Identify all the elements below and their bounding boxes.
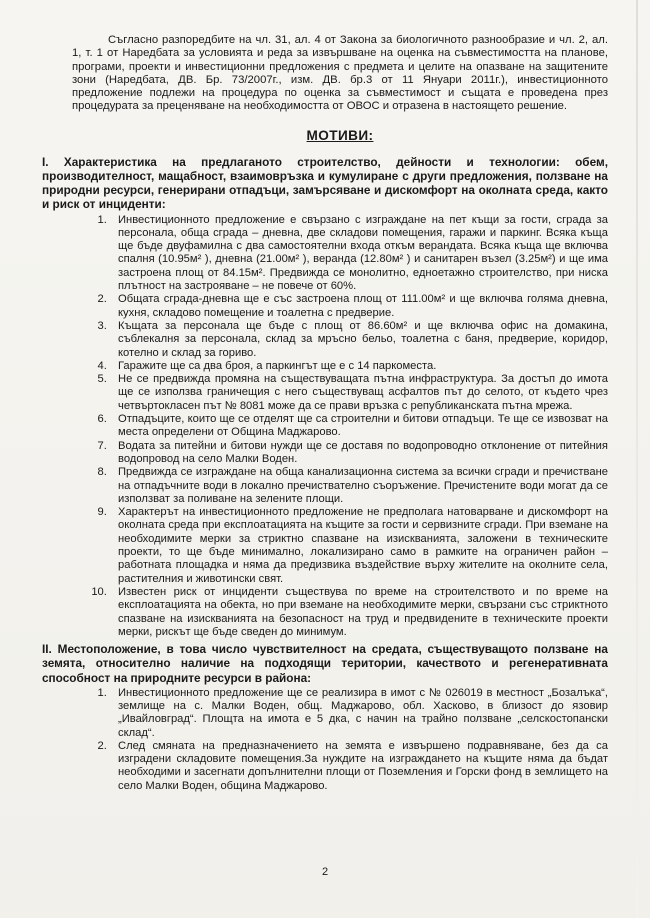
list-item: 2. След смяната на предназначението на земята е извършено подравняване, без да са изградени складовите помещения.За нуждите на изграждането на къщите няма да бъдат необходими и засегнати допълнителни площи от Поземления и Горски фонд в землището на село Малки Воден, община Маджарово. (110, 740, 608, 793)
intro-paragraph: Съгласно разпоредбите на чл. 31, ал. 4 от Закона за биологичното разнообразие и чл. 2, ал. 1, т. 1 от Наредбата за условията и реда за извършване на оценка на съвместимостта на планове, програми, проекти и инвестиционни предложения с предмета и целите на опазване на защитените зони (Наредбата, ДВ. Бр. 73/2007г., изм. ДВ. бр.3 от 11 Януари 2011г.), инвестиционното предложение подлежи на процедура по оценка за съвместимост и същата е проведена през процедурата за преценяване на необходимостта от ОВОС и отразена в настоящето решение. (72, 34, 608, 113)
page-number: 2 (321, 866, 329, 878)
list-item: 6. Отпадъците, които ще се отделят ще са строителни и битови отпадъци. Те ще се извозват на места определени от Община Маджарово. (110, 413, 608, 440)
list-item: 8. Предвижда се изграждане на обща канализационна система за всички сгради и пречистване на отпадъчните води в локално пречиствателно съоръжение. Пречистените води могат да се използват за поливане на зелените площи. (110, 466, 608, 506)
list-item: 3. Къщата за персонала ще бъде с площ от 86.60м² и ще включва офис на домакина, съблекалня за персонала, склад за мръсно бельо, тоалетна с баня, предверие, коридор, котелно и склад за гориво. (110, 320, 608, 360)
motives-heading: МОТИВИ: (306, 127, 374, 143)
section-2-title: II. Местоположение, в това число чувствителност на средата, съществуващото ползване на земята, относително наличие на подходящи територии, качеството и регенеративната способност на природните ресурси в района: (42, 642, 608, 685)
list-item: 4. Гаражите ще са два броя, а паркингът ще е с 14 паркоместа. (110, 360, 608, 373)
list-item: 1. Инвестиционното предложение е свързано с изграждане на пет къщи за гости, сграда за персонала, обща сграда – дневна, две складови помещения, гаражи и паркинг. Всяка къща ще бъде двуфамилна с два самостоятелни входа откъм верандата. Всяка къща ще включва спалня (10.95м² ), дневна (21.00м² ), веранда (12.80м² ) и санитарен възел (3.25м²) и ще има застроена площ от 84.15м². Предвижда се монолитно, едноетажно строителство, при ниска плътност на застрояване – не повече от 60%. (110, 214, 608, 294)
list-item: 9. Характерът на инвестиционното предложение не предполага натоварване и дискомфорт на околната среда при експлоатацията на къщите за гости и сервизните сгради. При вземане на необходимите мерки за стриктно спазване на изискванията, заложени в техническите проекти, то ще бъде минимално, локализирано само в рамките на ограничен район – работната площадка и няма да предизвика въздействие върху жителите на околните села, растителния и животински свят. (110, 506, 608, 586)
section-1-list (72, 214, 608, 640)
scan-edge (636, 0, 638, 918)
section-2-list (72, 687, 608, 793)
list-item: 7. Водата за питейни и битови нужди ще се доставя по водопроводно отклонение от питейния водопровод на село Малки Воден. (110, 440, 608, 467)
list-item: 5. Не се предвижда промяна на съществуващата пътна инфраструктура. За достъп до имота ще се използва граничещия с него съществуващ асфалтов път до селото, от където чрез четвъртокласен път № 8081 може да се прави връзка с републиканската пътна мрежа. (110, 373, 608, 413)
list-item: 2. Общата сграда-дневна ще е със застроена площ от 111.00м² и ще включва голяма дневна, кухня, складово помещение и тоалетна с предверие. (110, 293, 608, 320)
list-item: 10. Известен риск от инциденти съществува по време на строителството и по време на експлоатацията на обекта, но при вземане на необходимите мерки, свързани със стриктното спазване на изискванията на безопасност на труд и предвидените в техническите проекти мерки, рискът ще бъде сведен до минимум. (110, 586, 608, 639)
section-1-title: I. Характеристика на предлаганото строителство, дейности и технологии: обем, производителност, мащабност, взаимовръзка и кумулиране с други предложения, ползване на природни ресурси, генерирани отпадъци, замърсяване и дискомфорт на околната среда, както и риск от инциденти: (42, 154, 608, 212)
list-item: 1. Инвестиционното предложение ще се реализира в имот с № 026019 в местност „Бозалъка“, землище на с. Малки Воден, общ. Маджарово, обл. Хасково, в близост до язовир „Ивайловград“. Площта на имота е 5 дка, с начин на трайно ползване „селскостопански склад“. (110, 687, 608, 740)
